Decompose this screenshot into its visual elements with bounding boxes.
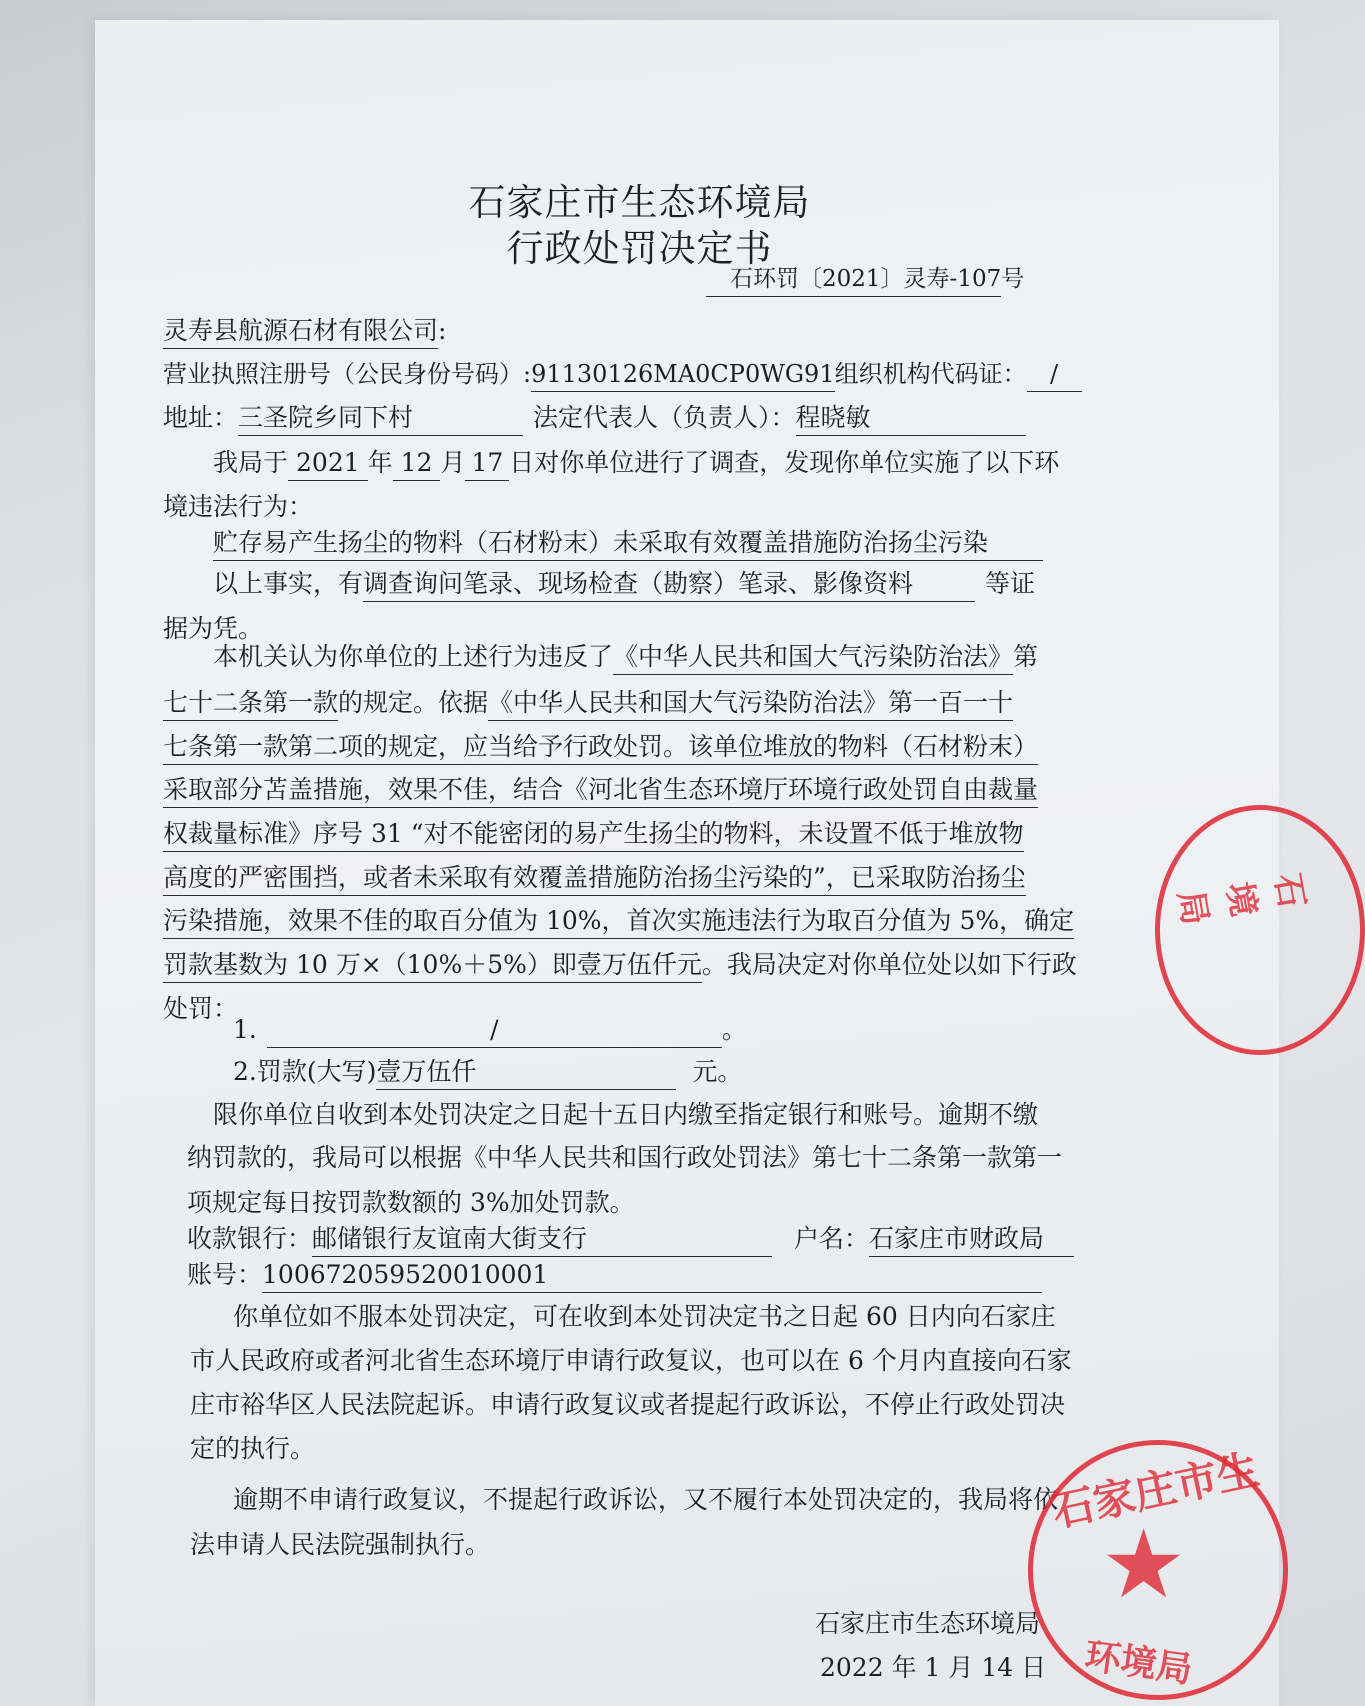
paragraph-investigation-l1	[213, 446, 1059, 481]
address-value: 三圣院乡同下村	[238, 401, 523, 436]
seal-text-bottom: 环境局	[1082, 1634, 1196, 1692]
account-label: 账号：	[187, 1260, 263, 1289]
bank-label: 收款银行：	[187, 1224, 313, 1253]
penalty-item-2	[233, 1055, 742, 1090]
text-segment: 月	[440, 448, 466, 477]
text-segment: 以上事实，有	[213, 569, 364, 598]
penalty-law: 《中华人民共和国大气污染防治法》第一百一十	[488, 686, 1013, 721]
text-segment: 七条第一款第二项的规定，应当给予行政处罚。该单位堆放的物料（石材粉末）	[163, 730, 1038, 765]
party-name-line	[163, 314, 446, 349]
seal-text-top: 石家庄市生	[1047, 1444, 1264, 1537]
appeal-paragraph-l1: 你单位如不服本处罚决定，可在收到本处罚决定书之日起 60 日内向石家庄	[233, 1302, 1056, 1331]
address-label: 地址：	[163, 403, 239, 432]
legal-basis-l4	[163, 773, 1038, 808]
text-segment: 权裁量标准》序号 31 “对不能密闭的易产生扬尘的物料，未设置不低于堆放物	[163, 817, 1024, 852]
bank-line	[187, 1222, 1074, 1257]
enforcement-paragraph-l1: 逾期不申请行政复议，不提起行政诉讼，又不履行本处罚决定的，我局将依	[233, 1485, 1059, 1514]
legal-basis-l1	[213, 640, 1038, 675]
text-segment: 元。	[692, 1057, 743, 1086]
bank-name: 邮储银行友谊南大街支行	[312, 1222, 772, 1257]
signature-date: 2022 年 1 月 14 日	[820, 1653, 1047, 1682]
payee-label: 户名：	[794, 1224, 870, 1253]
legal-basis-l3	[163, 730, 1038, 765]
legal-basis-l7	[163, 904, 1074, 939]
party-name-colon: :	[438, 316, 447, 345]
text-segment: 。我局决定对你单位处以如下行政	[701, 950, 1077, 979]
paragraph-investigation-l2: 境违法行为：	[163, 492, 314, 521]
enforcement-paragraph-l2: 法申请人民法院强制执行。	[190, 1530, 491, 1559]
registration-number: 91130126MA0CP0WG91	[531, 357, 835, 392]
org-code-value: /	[1027, 357, 1082, 392]
payee-name: 石家庄市财政局	[869, 1222, 1074, 1257]
text-segment: 2.罚款(大写)	[233, 1057, 377, 1086]
appeal-paragraph-l4: 定的执行。	[190, 1434, 316, 1463]
document-type-title: 行政处罚决定书	[506, 227, 773, 270]
evidence-line	[213, 567, 1035, 602]
violated-article: 七十二条第一款	[163, 686, 338, 721]
text-segment: 污染措施，效果不佳的取百分值为 10%，首次实施违法行为取百分值为 5%，确定	[163, 904, 1074, 939]
text-segment: 等证	[985, 569, 1036, 598]
investigation-day: 17	[465, 446, 509, 481]
legal-rep-value: 程晓敏	[796, 401, 1026, 436]
signature-agency: 石家庄市生态环境局	[815, 1609, 1041, 1638]
account-line	[187, 1258, 1042, 1293]
appeal-paragraph-l3: 庄市裕华区人民法院起诉。申请行政复议或者提起行政诉讼，不停止行政处罚决	[190, 1390, 1066, 1419]
party-name: 灵寿县航源石材有限公司	[163, 314, 438, 349]
fine-calculation: 罚款基数为 10 万×（10%＋5%）即壹万伍仟元	[163, 948, 702, 983]
payment-paragraph-l2: 纳罚款的，我局可以根据《中华人民共和国行政处罚法》第七十二条第一款第一	[187, 1143, 1063, 1172]
investigation-month: 12	[393, 446, 441, 481]
investigation-year: 2021	[288, 446, 368, 481]
agency-title: 石家庄市生态环境局	[468, 181, 811, 224]
text-segment: 日对你单位进行了调查，发现你单位实施了以下环	[509, 448, 1060, 477]
legal-basis-l8	[163, 948, 1077, 983]
registration-label: 营业执照注册号（公民身份号码）:	[163, 360, 532, 388]
penalty-item-1-value: /	[267, 1013, 722, 1048]
penalty-heading: 处罚：	[163, 994, 239, 1023]
payment-paragraph-l3: 项规定每日按罚款数额的 3%加处罚款。	[187, 1188, 635, 1217]
text-segment: 1.	[233, 1015, 257, 1044]
legal-basis-l6	[163, 861, 1026, 896]
text-segment: 年	[367, 448, 393, 477]
text-segment: 。	[721, 1015, 747, 1044]
violation-line	[213, 526, 1043, 561]
account-number: 100672059520010001	[262, 1258, 1042, 1293]
text-segment: 本机关认为你单位的上述行为违反了	[213, 642, 614, 671]
legal-basis-l2	[163, 686, 1013, 721]
registration-line	[163, 357, 1082, 392]
text-segment: 采取部分苫盖措施，效果不佳，结合《河北省生态环境厅环境行政处罚自由裁量	[163, 773, 1038, 808]
payment-paragraph-l1: 限你单位自收到本处罚决定之日起十五日内缴至指定银行和账号。逾期不缴	[213, 1100, 1039, 1129]
address-line	[163, 401, 1026, 436]
document-number	[706, 262, 1024, 297]
violated-law: 《中华人民共和国大气污染防治法》	[613, 640, 1013, 675]
doc-number-serial: 灵寿-107	[904, 262, 1002, 297]
violation-description: 贮存易产生扬尘的物料（石材粉末）未采取有效覆盖措施防治扬尘污染	[213, 526, 1043, 561]
side-seal-text: 石 境局	[1170, 870, 1312, 929]
text-segment: 第	[1013, 642, 1039, 671]
evidence-list: 调查询问笔录、现场检查（勘察）笔录、影像资料	[363, 567, 975, 602]
org-code-label: 组织机构代码证：	[834, 360, 1027, 388]
doc-number-prefix: 石环罚〔2021〕	[706, 262, 904, 297]
evidence-line-2: 据为凭。	[163, 614, 264, 643]
doc-number-suffix: 号	[1001, 266, 1025, 292]
text-segment: 高度的严密围挡，或者未采取有效覆盖措施防治扬尘污染的”，已采取防治扬尘	[163, 861, 1026, 896]
text-segment: 的规定。依据	[338, 688, 489, 717]
legal-rep-label: 法定代表人（负责人）：	[533, 403, 796, 432]
legal-basis-l5	[163, 817, 1024, 852]
penalty-item-1	[233, 1013, 747, 1048]
seal-star-icon: ★	[1101, 1510, 1187, 1620]
appeal-paragraph-l2: 市人民政府或者河北省生态环境厅申请行政复议，也可以在 6 个月内直接向石家	[190, 1346, 1072, 1375]
text-segment: 我局于	[213, 448, 289, 477]
fine-amount-uppercase: 壹万伍仟	[376, 1055, 676, 1090]
